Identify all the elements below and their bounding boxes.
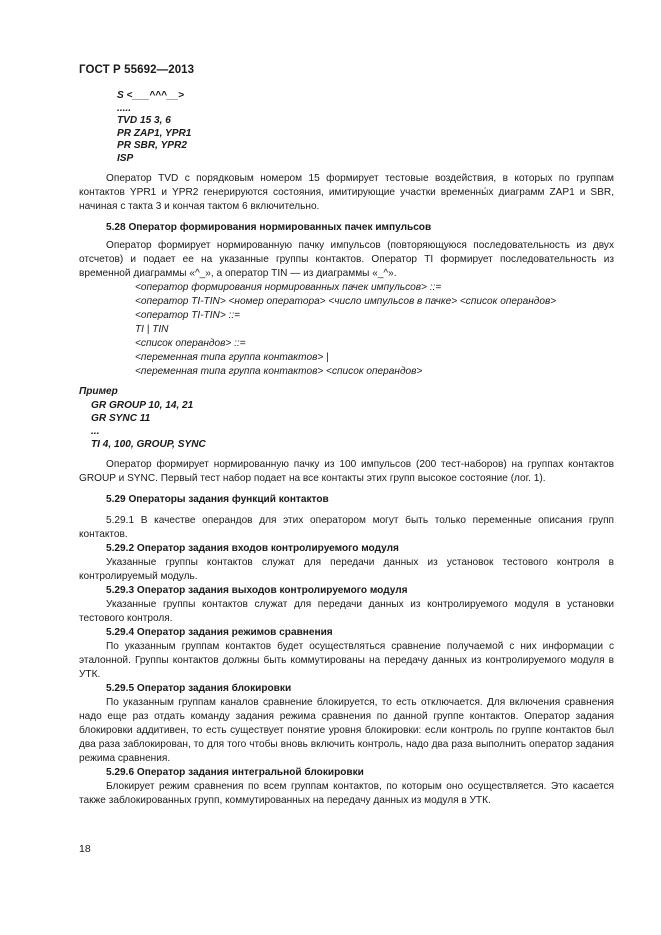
subsection-heading: 5.29.5 Оператор задания блокировки <box>106 683 292 694</box>
syntax-line: <оператор TI-TIN> <номер оператора> <число импульсов в пачке> <список операндов> <box>135 296 557 307</box>
code-line: ..... <box>117 102 132 114</box>
syntax-line: TI | TIN <box>135 324 169 335</box>
syntax-line: <оператор TI-TIN> ::= <box>135 310 241 321</box>
code-line: PR SBR, YPR2 <box>117 140 187 151</box>
syntax-line: <переменная типа группа контактов> | <box>135 352 329 363</box>
paragraph: По указанным группам контактов будет осуществляться сравнение получаемой с них информации с эталонной. Группы контактов должны быть коммутированы на передачу данных из контролируемого модуля в УТК. <box>79 641 614 680</box>
syntax-line: <оператор формирования нормированных пачек импульсов> ::= <box>135 282 442 293</box>
example-line: TI 4, 100, GROUP, SYNC <box>91 439 206 450</box>
syntax-line: <переменная типа группа контактов> <список операндов> <box>135 366 423 377</box>
example-label: Пример <box>79 386 118 397</box>
page-content <box>79 90 614 808</box>
code-line: S <___^^^__> <box>117 90 185 101</box>
example-line: GR SYNC 11 <box>91 413 151 424</box>
paragraph: Блокирует режим сравнения по всем группам контактов, по которым оно осуществляется. Это касается также заблокированных групп, коммутированных на передачу данных из модуля в УТК. <box>79 781 614 806</box>
section-heading-5-29: 5.29 Операторы задания функций контактов <box>106 494 329 505</box>
page-number: 18 <box>79 843 91 855</box>
paragraph: Указанные группы контактов служат для передачи данных из контролируемого модуля в установки тестового контроля. <box>79 599 614 624</box>
example-line: GR GROUP 10, 14, 21 <box>91 400 194 411</box>
paragraph: Указанные группы контактов служат для передачи данных из установок тестового контроля в контролируемый модуль. <box>79 557 614 582</box>
paragraph: Оператор формирует нормированную пачку из 100 импульсов (200 тест-наборов) на группах контактов GROUP и SYNC. Первый тест набор подает на все контакты этих групп высокое состояние (лог. 1). <box>79 459 614 484</box>
subsection-heading: 5.29.3 Оператор задания выходов контролируемого модуля <box>106 585 408 596</box>
syntax-line: <список операндов> ::= <box>135 338 246 349</box>
example-block <box>91 399 614 451</box>
code-block <box>117 90 614 165</box>
example-line: ... <box>91 426 100 437</box>
paragraph: Оператор формирует нормированную пачку импульсов (повторяющуюся последовательность из двух отсчетов) и подает ее на указанные группы контактов. Оператор TI формирует последовательность из временной диаграммы «^_», а оператор TIN — из диаграммы «_^». <box>79 240 614 279</box>
paragraph: По указанным группам каналов сравнение блокируется, то есть отключается. Для включения сравнения надо еще раз отдать команду задания режима сравнения по данной группе контактов. Оператор задания блокировки аддитивен, то есть существует понятие уровня блокировки: если контроль по группе контактов был два раза заблокирован, то для того чтобы вновь включить контроль, надо два раза выполнить оператор задания режима сравнения. <box>79 697 614 764</box>
subsection-heading: 5.29.2 Оператор задания входов контролируемого модуля <box>106 543 399 554</box>
page-header: ГОСТ Р 55692—2013 <box>79 64 195 76</box>
code-line: PR ZAP1, YPR1 <box>117 127 192 139</box>
paragraph: 5.29.1 В качестве операндов для этих оператором могут быть только переменные описания групп контактов. <box>79 515 614 540</box>
subsection-heading: 5.29.6 Оператор задания интегральной блокировки <box>106 767 364 778</box>
code-line: TVD 15 3, 6 <box>117 115 171 126</box>
syntax-block <box>135 281 614 379</box>
subsection-heading: 5.29.4 Оператор задания режимов сравнения <box>106 627 333 638</box>
code-line: ISP <box>117 152 134 164</box>
paragraph: Оператор TVD с порядковым номером 15 формирует тестовые воздействия, в которых по группам контактов YPR1 и YPR2 генерируются состояния, имитирующие участки временны́х диаграмм ZAP1 и SBR, начиная с такта 3 и кончая тактом 6 включительно. <box>79 173 614 212</box>
section-heading-5-28: 5.28 Оператор формирования нормированных пачек импульсов <box>106 222 432 233</box>
